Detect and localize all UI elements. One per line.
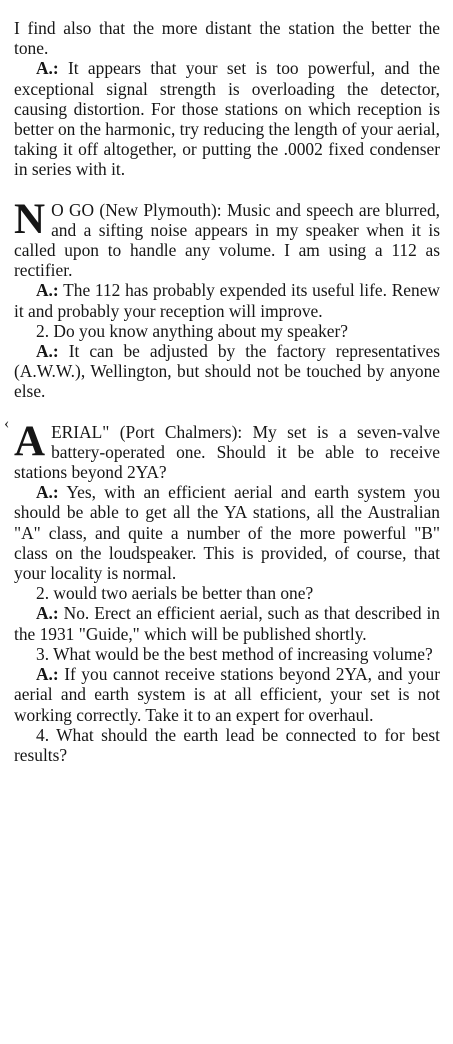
answer-label: A.: bbox=[36, 341, 59, 362]
answer-label: A.: bbox=[36, 280, 59, 301]
correspondent-heading: ERIAL" (Port Chalmers): bbox=[51, 421, 243, 442]
answer-paragraph bbox=[14, 664, 440, 725]
aerial-section bbox=[4, 414, 441, 765]
answer-label: A.: bbox=[36, 664, 59, 685]
answer-label: A.: bbox=[36, 482, 59, 503]
dropcap-letter: N bbox=[14, 195, 46, 243]
query-paragraph bbox=[14, 195, 440, 281]
answer-paragraph bbox=[14, 58, 440, 179]
correspondent-heading: O GO (New Plymouth): bbox=[51, 199, 222, 220]
print-smudge-mark: ‹ bbox=[4, 414, 10, 432]
question-tail: I find also that the more distant the station the better the tone. bbox=[14, 18, 440, 59]
followup-question: 2. Do you know anything about my speaker? bbox=[36, 320, 349, 341]
answer-text: No. Erect an efficient aerial, such as that described in the 1931 "Guide," which will be published shortly. bbox=[14, 603, 440, 644]
query-paragraph bbox=[14, 417, 440, 483]
followup-question: 2. would two aerials be better than one? bbox=[36, 583, 314, 604]
answer-paragraph bbox=[14, 341, 440, 402]
answer-text: Yes, with an efficient aerial and earth system you should be able to get all the YA stations, all the Australian "A" class, and quite a number of the more powerful "B" class on the loudspeaker. This is provided, of course, that your locality is normal. bbox=[14, 482, 441, 584]
newspaper-column bbox=[4, 18, 441, 1028]
answer-paragraph bbox=[14, 603, 440, 643]
dropcap-letter: A bbox=[14, 417, 46, 465]
query-text: My set is a seven-valve battery-operated one. Should it be able to receive stations beyond 2YA? bbox=[14, 421, 440, 483]
followup-question: 3. What would be the best method of increasing volume? bbox=[36, 643, 433, 664]
no-go-section bbox=[14, 195, 440, 402]
followup-question: 4. What should the earth lead be connected to for best results? bbox=[14, 724, 440, 765]
answer-paragraph bbox=[14, 482, 440, 583]
query-text: Music and speech are blurred, and a sifting noise appears in my speaker when it is called upon to handle any volume. I am using a 112 as rectifier. bbox=[14, 199, 440, 281]
intro-section bbox=[14, 18, 440, 180]
answer-text: It can be adjusted by the factory representatives (A.W.W.), Wellington, but should not be touched by anyone else. bbox=[14, 341, 440, 402]
answer-label: A.: bbox=[36, 603, 59, 624]
answer-paragraph bbox=[14, 280, 440, 320]
answer-label: A.: bbox=[36, 58, 59, 79]
answer-text: The 112 has probably expended its useful life. Renew it and probably your reception will improve. bbox=[14, 280, 440, 321]
answer-text: If you cannot receive stations beyond 2YA, and your aerial and earth system is at all efficient, your set is not working correctly. Take it to an expert for overhaul. bbox=[14, 664, 440, 725]
answer-text: It appears that your set is too powerful, and the exceptional signal strength is overloading the detector, causing distortion. For those stations on which reception is better on the harmonic, try reducing the length of your aerial, taking it off altogether, or putting the .0002 fixed condenser in series with it. bbox=[14, 58, 440, 180]
